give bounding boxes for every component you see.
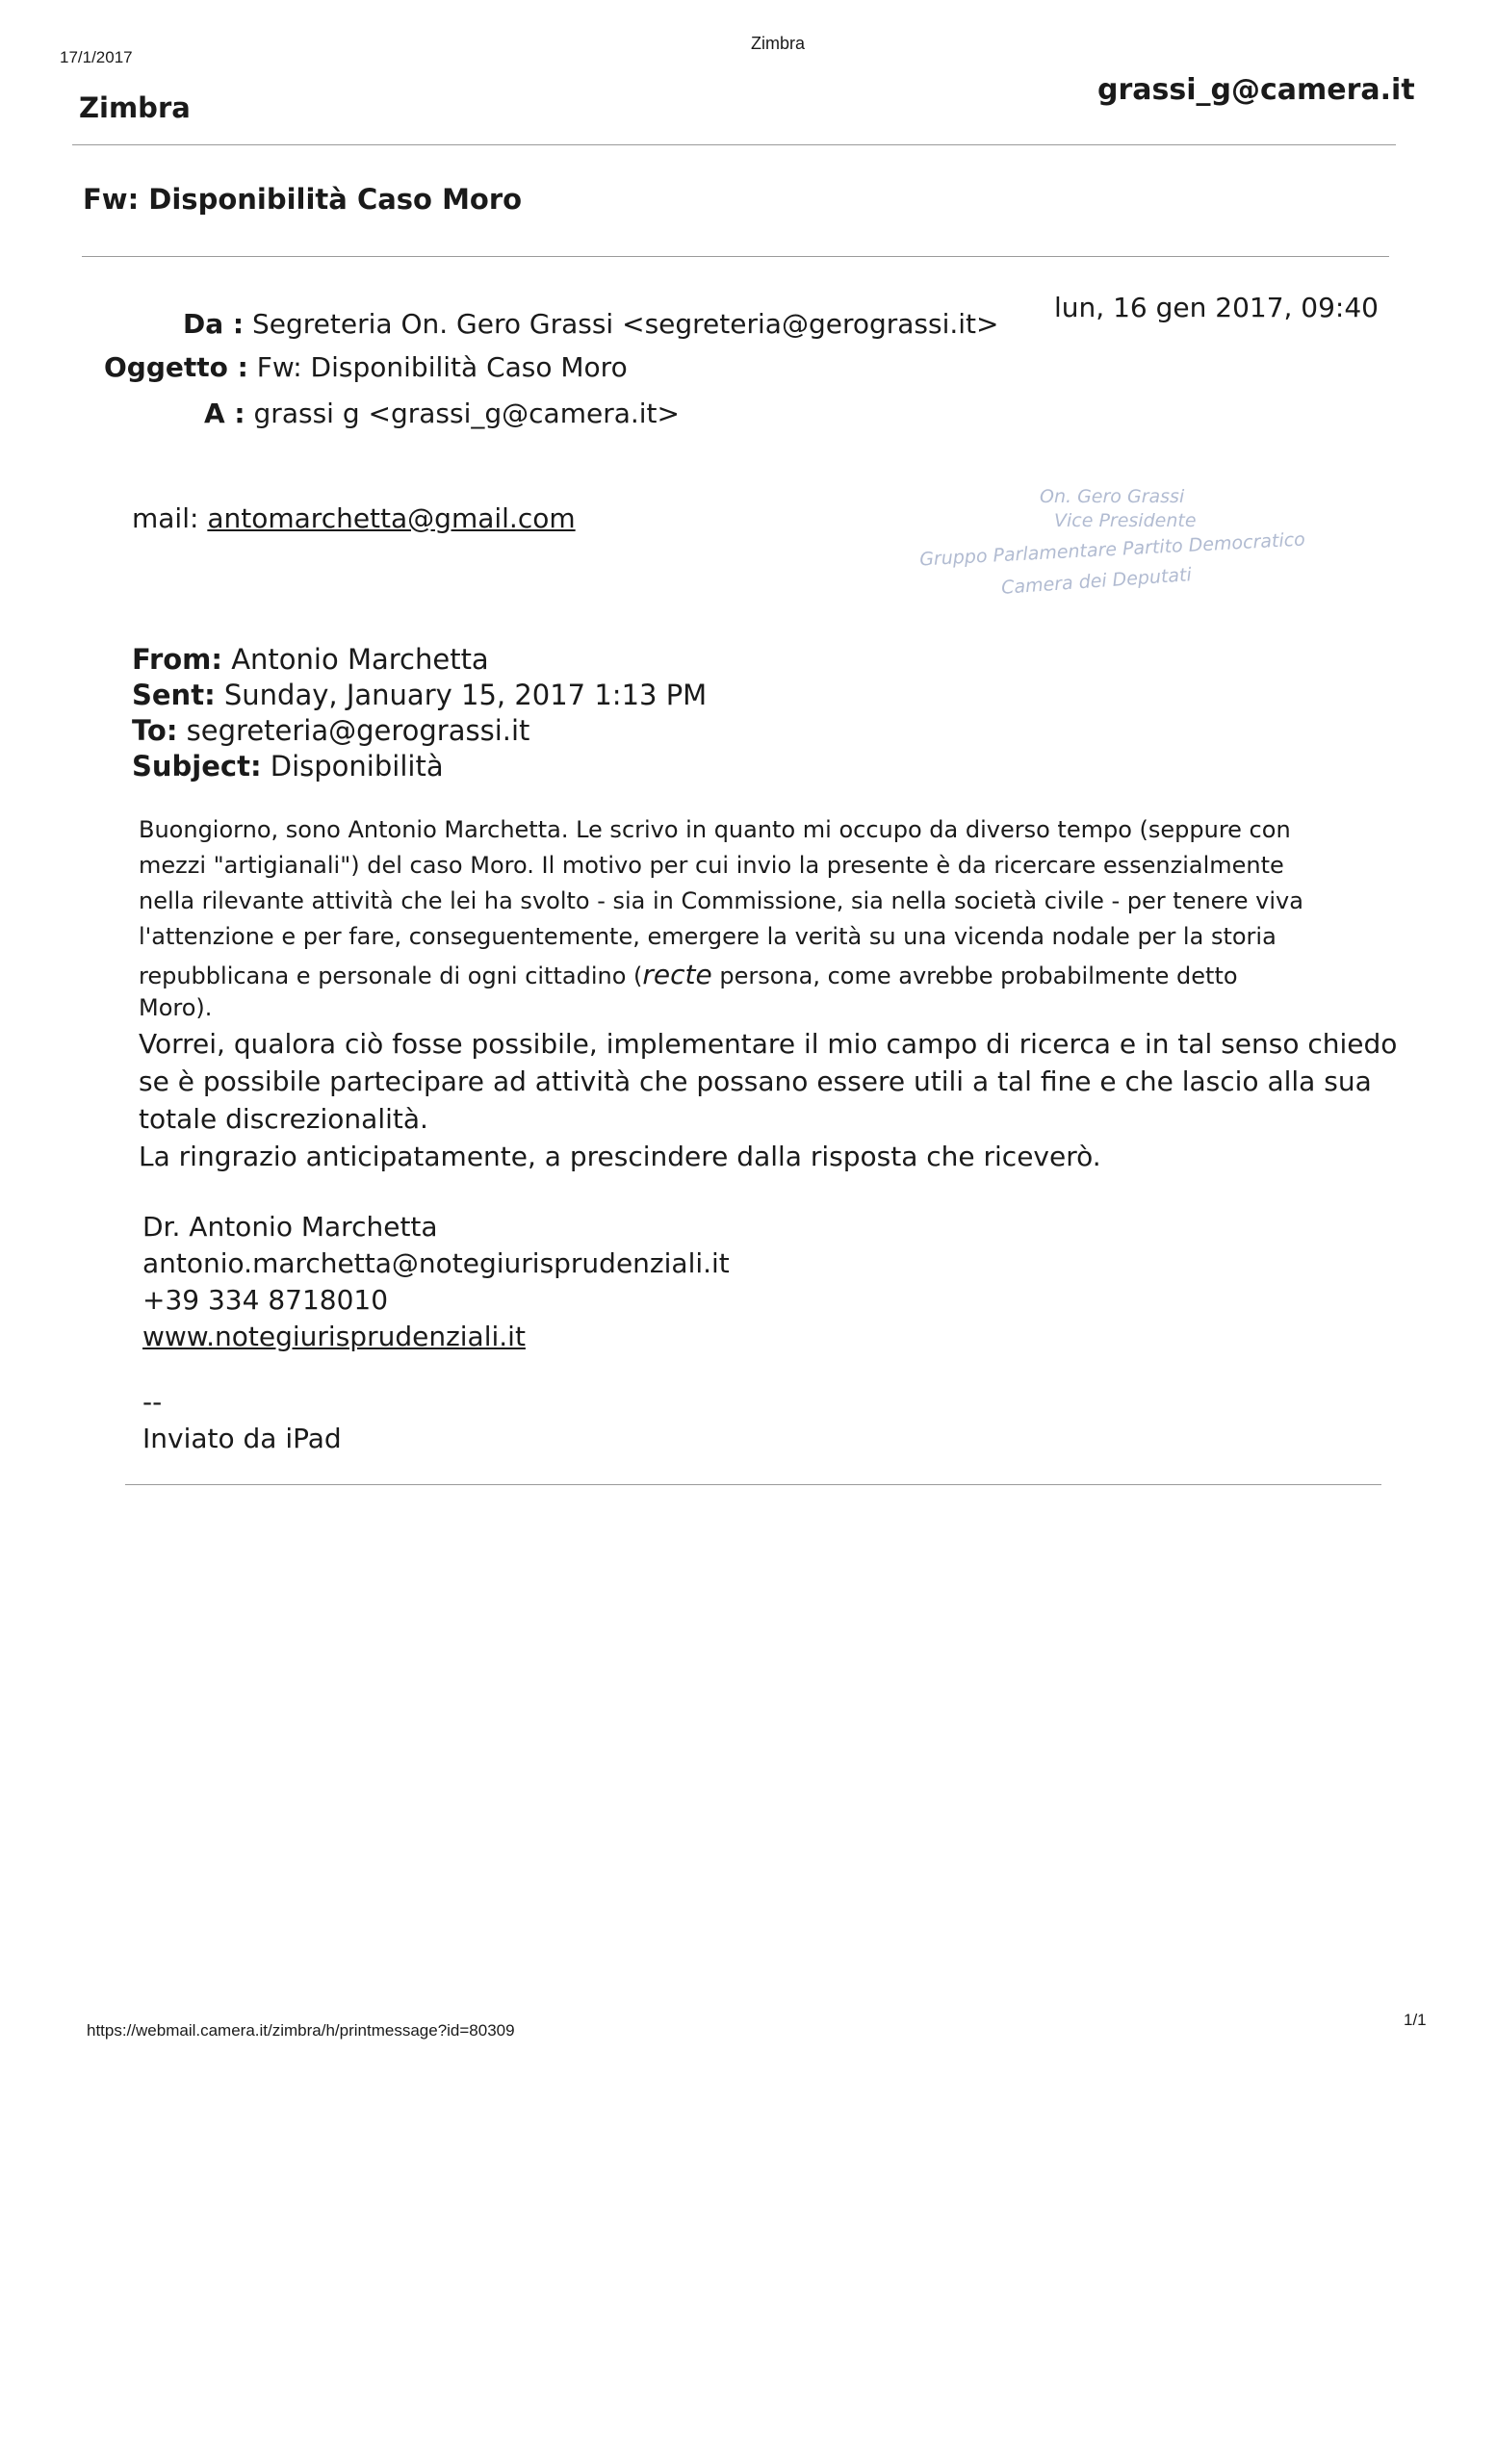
body-divider [125,1484,1381,1485]
fwd-to-row [132,713,707,749]
stamp-line: Vice Presidente [1054,510,1197,531]
paragraph1-line-start: repubblicana e personale di ogni cittadino ( [139,962,643,989]
message-subject-title: Fw: Disponibilità Caso Moro [83,183,523,216]
subject-value: Fw: Disponibilità Caso Moro [256,351,628,383]
forwarded-header [132,642,707,784]
to-label: A : [204,398,245,429]
paragraph2-line: La ringrazio anticipatamente, a prescindere dalla risposta che riceverò. [139,1141,1101,1172]
paragraph2-line: totale discrezionalità. [139,1103,428,1135]
fwd-to-value: segreteria@gerograssi.it [186,714,530,747]
print-date: 17/1/2017 [60,48,133,66]
fwd-from-value: Antonio Marchetta [231,643,489,676]
fwd-subject-row [132,749,707,784]
paragraph1-line: nella rilevante attività che lei ha svolto - sia in Commissione, sia nella società civile - per tenere viva [139,887,1303,914]
stamp-line: Camera dei Deputati [1000,564,1193,599]
mail-link[interactable]: antomarchetta@gmail.com [207,502,576,534]
sent-from-text: Inviato da iPad [142,1423,342,1454]
fwd-sent-label: Sent: [132,679,216,711]
stamp-line: Gruppo Parlamentare Partito Democratico [918,528,1306,571]
fwd-sent-value: Sunday, January 15, 2017 1:13 PM [223,679,708,711]
footer-url: https://webmail.camera.it/zimbra/h/printmessage?id=80309 [87,2021,515,2040]
to-value: grassi g <grassi_g@camera.it> [253,398,680,429]
paragraph2-line: se è possibile partecipare ad attività che possano essere utili a tal fine e che lascio alla sua [139,1065,1372,1097]
paragraph1-line: l'attenzione e per fare, conseguentemente, emergere la verità su una vicenda nodale per la storia [139,923,1277,950]
mail-label: mail: [132,502,199,534]
header-subject-row [104,351,628,383]
paragraph1-line-end: persona, come avrebbe probabilmente detto [711,962,1238,989]
signature-phone: +39 334 8718010 [142,1284,389,1316]
fwd-subject-value: Disponibilità [270,750,444,783]
latin-term: recte [642,959,712,990]
footer-page-number: 1/1 [1404,2011,1427,2029]
from-value: Segreteria On. Gero Grassi <segreteria@gerograssi.it> [252,308,999,340]
print-title: Zimbra [751,34,806,53]
paragraph2-line: Vorrei, qualora ciò fosse possibile, implementare il mio campo di ricerca e in tal senso chiedo [139,1028,1398,1060]
fwd-subject-label: Subject: [132,750,262,783]
mail-line [132,502,576,534]
subject-label: Oggetto : [104,351,248,383]
fwd-to-label: To: [132,714,178,747]
signature-separator: -- [142,1386,163,1418]
subject-divider [82,256,1389,257]
user-email: grassi_g@camera.it [1097,73,1415,107]
message-date: lun, 16 gen 2017, 09:40 [1054,292,1379,323]
stamp-line: On. Gero Grassi [1040,486,1185,507]
fwd-sent-row [132,678,707,713]
fwd-from-label: From: [132,643,222,676]
paragraph1-line: mezzi "artigianali") del caso Moro. Il motivo per cui invio la presente è da ricercare essenzialmente [139,852,1284,879]
paragraph1-line: Moro). [139,994,213,1021]
from-label: Da : [183,308,245,340]
header-from-row [183,308,998,340]
app-name: Zimbra [79,91,191,124]
paragraph1-line [139,959,1238,990]
header-divider [72,144,1396,145]
paragraph1-line: Buongiorno, sono Antonio Marchetta. Le scrivo in quanto mi occupo da diverso tempo (seppure con [139,816,1291,843]
signature-name: Dr. Antonio Marchetta [142,1211,438,1243]
fwd-from-row [132,642,707,678]
header-to-row [204,398,680,429]
official-stamp [866,486,1348,640]
signature-email: antonio.marchetta@notegiurisprudenziali.it [142,1247,730,1279]
signature-website-link[interactable]: www.notegiurisprudenziali.it [142,1321,526,1352]
